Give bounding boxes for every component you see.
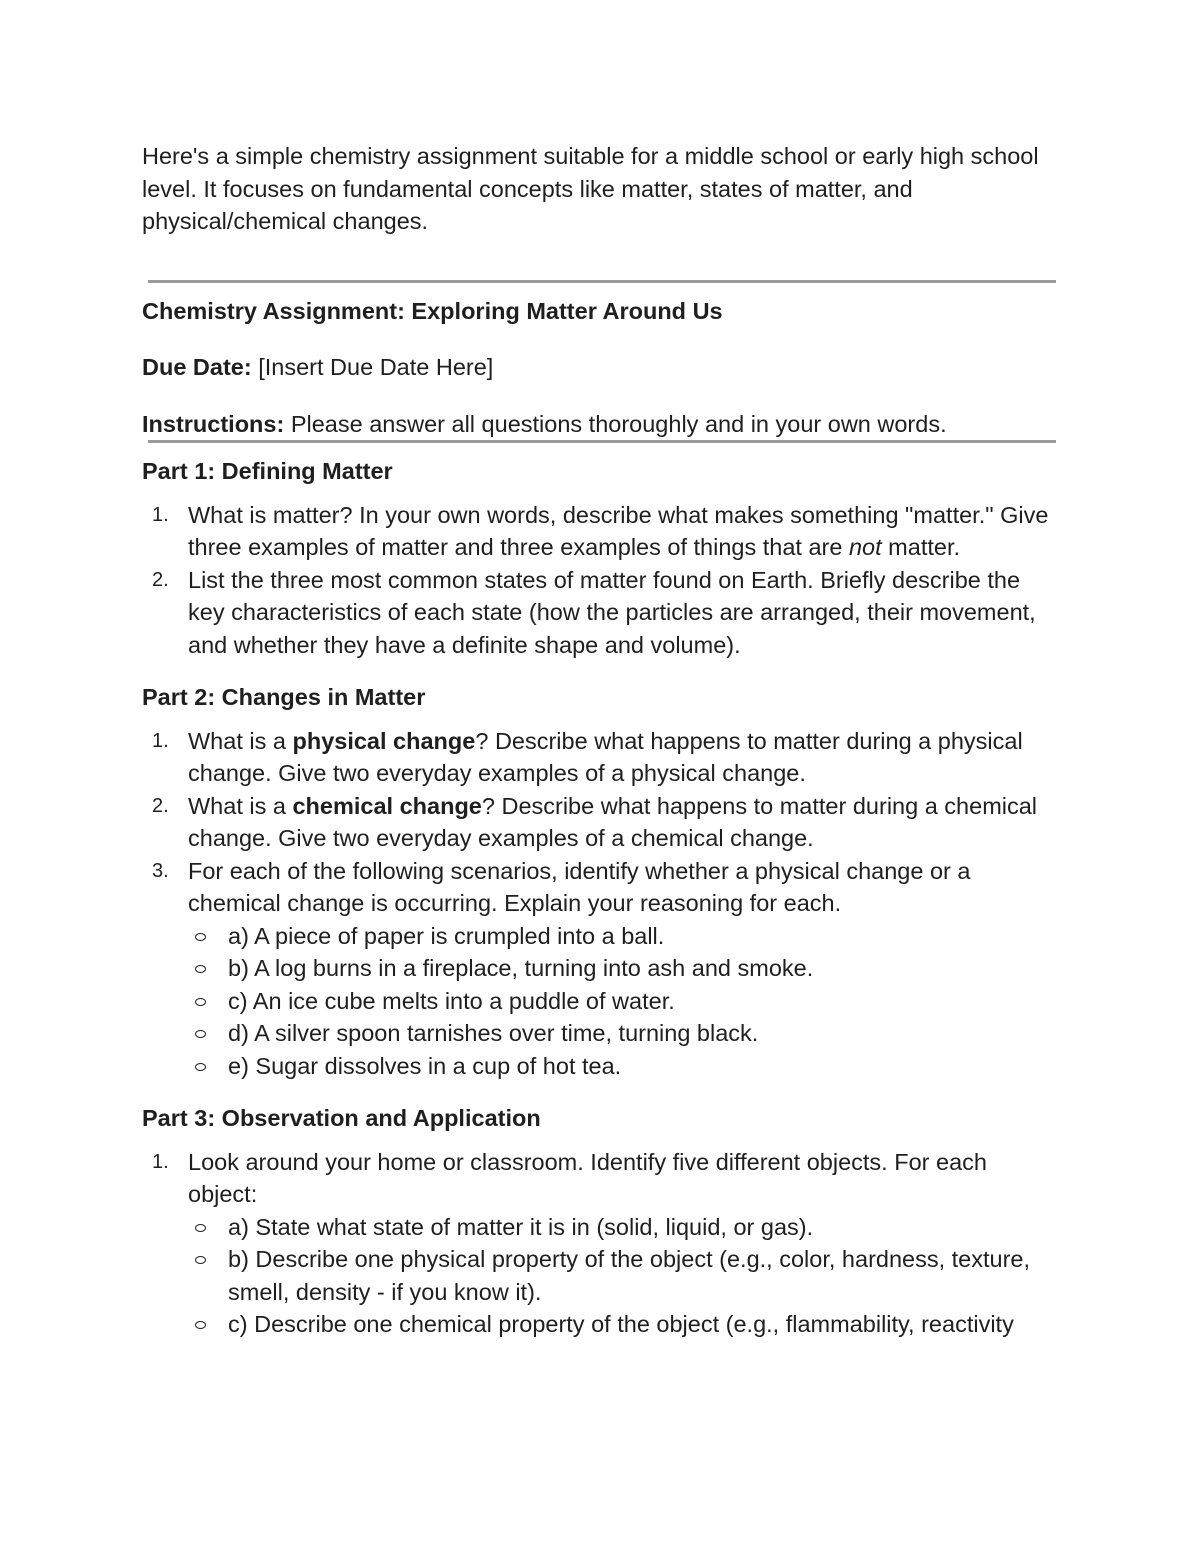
hollow-circle-bullet-icon (195, 965, 206, 973)
due-date-line (142, 351, 1062, 384)
hollow-circle-bullet-icon (195, 998, 206, 1006)
scenario-text: d) A silver spoon tarnishes over time, turning black. (228, 1020, 759, 1046)
horizontal-rule (148, 440, 1056, 443)
part3-heading: Part 3: Observation and Application (142, 1105, 541, 1131)
task-text: b) Describe one physical property of the object (e.g., color, hardness, texture, smell, density - if you know it). (228, 1246, 1031, 1305)
task-text: a) State what state of matter it is in (solid, liquid, or gas). (228, 1213, 814, 1240)
scenario-list (188, 920, 1062, 1083)
scenario-text: a) A piece of paper is crumpled into a ball. (228, 922, 665, 949)
sub-list-item (142, 1211, 1062, 1244)
list-number: 1. (152, 1150, 169, 1173)
sub-list-item (142, 1243, 1062, 1308)
due-date-label: Due Date: (142, 354, 252, 380)
list-number: 1. (152, 503, 169, 526)
question-text: matter. (881, 534, 961, 560)
question-text: List the three most common states of matter found on Earth. Briefly describe the key characteristics of each state (how the particles are arranged, their movement, and whether they have a definite shape and volume). (188, 566, 1036, 658)
list-item (142, 790, 1062, 855)
list-number: 3. (152, 859, 169, 882)
hollow-circle-bullet-icon (195, 1224, 206, 1232)
hollow-circle-bullet-icon (195, 1321, 206, 1329)
scenario-text: c) An ice cube melts into a puddle of water. (228, 987, 675, 1014)
question-text: What is a (188, 792, 293, 819)
horizontal-rule (148, 280, 1056, 283)
instructions-label: Instructions: (142, 410, 285, 437)
list-item (142, 499, 1062, 564)
instructions-value: Please answer all questions thoroughly and in your own words. (290, 410, 947, 437)
question-text: For each of the following scenarios, identify whether a physical change or a chemical change is occurring. Explain your reasoning for each. (188, 857, 971, 916)
instructions-line (142, 408, 1062, 441)
list-item (142, 855, 1062, 1083)
hollow-circle-bullet-icon (195, 1063, 206, 1071)
part2-list (142, 725, 1062, 1083)
list-number: 2. (152, 568, 169, 591)
question-text: ? Describe what happens to matter during a chemical change. Give two everyday examples of a chemical change. (188, 792, 1038, 851)
scenario-text: b) A log burns in a fireplace, turning into ash and smoke. (228, 955, 814, 981)
intro-paragraph: Here's a simple chemistry assignment suitable for a middle school or early high school level. It focuses on fundamental concepts like matter, states of matter, and physical/chemical changes. (142, 143, 1039, 234)
task-text: c) Describe one chemical property of the object (e.g., flammability, reactivity (228, 1311, 1014, 1337)
question-text: What is a (188, 727, 293, 754)
due-date-value: [Insert Due Date Here] (258, 354, 494, 380)
sub-list-item (142, 985, 1062, 1018)
task-list (188, 1211, 1062, 1341)
question-text: What is matter? In your own words, describe what makes something "matter." Give three examples of matter and three examples of things that are (188, 501, 1049, 560)
assignment-title: Chemistry Assignment: Exploring Matter Around Us (142, 297, 723, 324)
bold-term: chemical change (292, 792, 482, 819)
list-item (142, 1146, 1062, 1341)
part2-heading: Part 2: Changes in Matter (142, 684, 426, 710)
bold-term: physical change (292, 727, 476, 754)
emphasis-text: not (848, 534, 882, 560)
list-item (142, 564, 1062, 662)
question-text: ? Describe what happens to matter during a physical change. Give two everyday examples of a physical change. (188, 727, 1023, 786)
sub-list-item (142, 1308, 1062, 1341)
list-number: 1. (152, 729, 169, 752)
sub-list-item (142, 920, 1062, 953)
sub-list-item (142, 1017, 1062, 1050)
list-item (142, 725, 1062, 790)
hollow-circle-bullet-icon (195, 933, 206, 941)
hollow-circle-bullet-icon (195, 1256, 206, 1264)
part1-heading: Part 1: Defining Matter (142, 458, 393, 484)
sub-list-item (142, 952, 1062, 985)
scenario-text: e) Sugar dissolves in a cup of hot tea. (228, 1052, 622, 1079)
part1-list (142, 499, 1062, 662)
sub-list-item (142, 1050, 1062, 1083)
hollow-circle-bullet-icon (195, 1030, 206, 1038)
part3-list (142, 1146, 1062, 1341)
list-number: 2. (152, 794, 169, 817)
question-text: Look around your home or classroom. Identify five different objects. For each object: (188, 1148, 987, 1207)
document-page (142, 140, 1062, 1341)
